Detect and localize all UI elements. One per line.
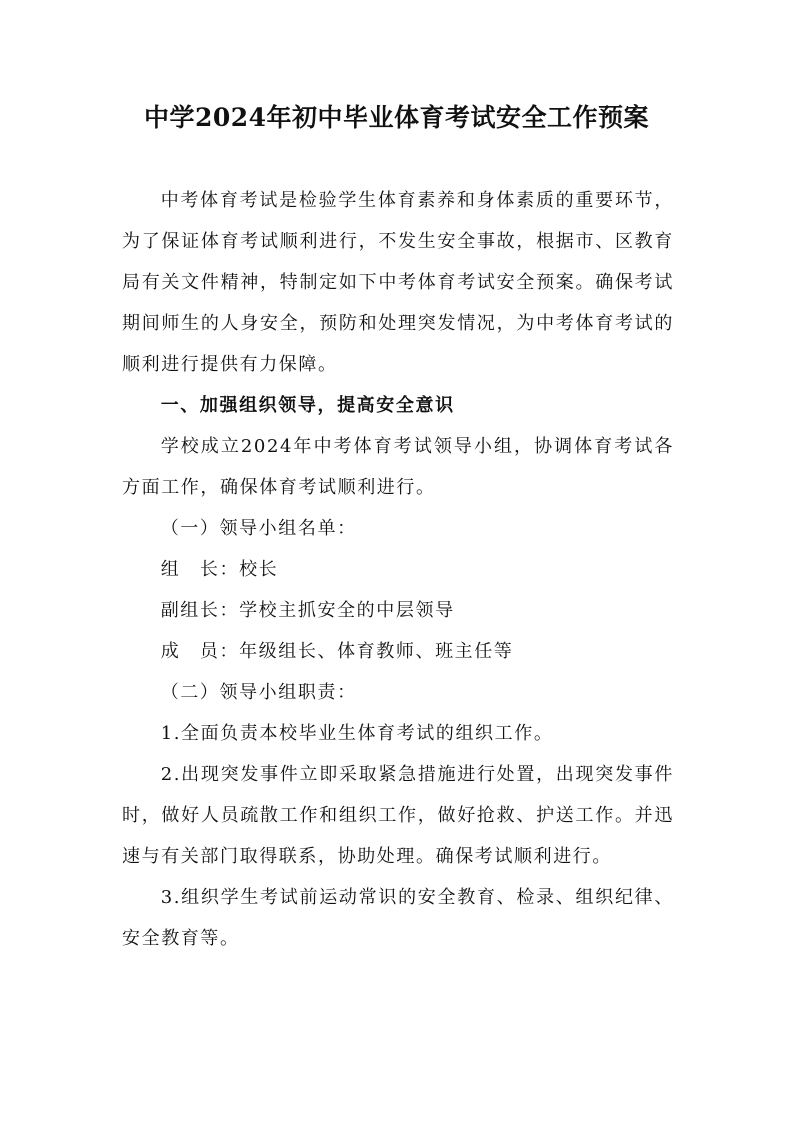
member-members: 成 员：年级组长、体育教师、班主任等	[160, 641, 514, 662]
section-heading-1: 一、加强组织领导，提高安全意识	[160, 395, 455, 416]
duty-item-1: 1.全面负责本校毕业生体育考试的组织工作。	[160, 723, 554, 744]
document-body	[122, 180, 674, 959]
member-deputy-leader: 副组长：学校主抓安全的中层领导	[160, 600, 455, 621]
duty-item-2: 2.出现突发事件立即采取紧急措施进行处置，出现突发事件时，做好人员疏散工作和组织工作，做好抢救、护送工作。并迅速与有关部门取得联系，协助处理。确保考试顺利进行。	[122, 764, 674, 867]
intro-paragraph: 中考体育考试是检验学生体育素养和身体素质的重要环节，为了保证体育考试顺利进行，不发生安全事故，根据市、区教育局有关文件精神，特制定如下中考体育考试安全预案。确保考试期间师生的人身安全，预防和处理突发情况，为中考体育考试的顺利进行提供有力保障。	[122, 190, 674, 375]
subsection-heading-duties: （二）领导小组职责：	[160, 682, 357, 703]
paragraph-leadership-group: 学校成立2024年中考体育考试领导小组，协调体育考试各方面工作，确保体育考试顺利进行。	[122, 436, 674, 498]
duty-item-3: 3.组织学生考试前运动常识的安全教育、检录、组织纪律、安全教育等。	[122, 887, 674, 949]
member-leader: 组 长：校长	[160, 559, 279, 580]
document-title: 中学2024年初中毕业体育考试安全工作预案	[143, 103, 650, 132]
subsection-heading-member-list: （一）领导小组名单：	[160, 518, 357, 539]
